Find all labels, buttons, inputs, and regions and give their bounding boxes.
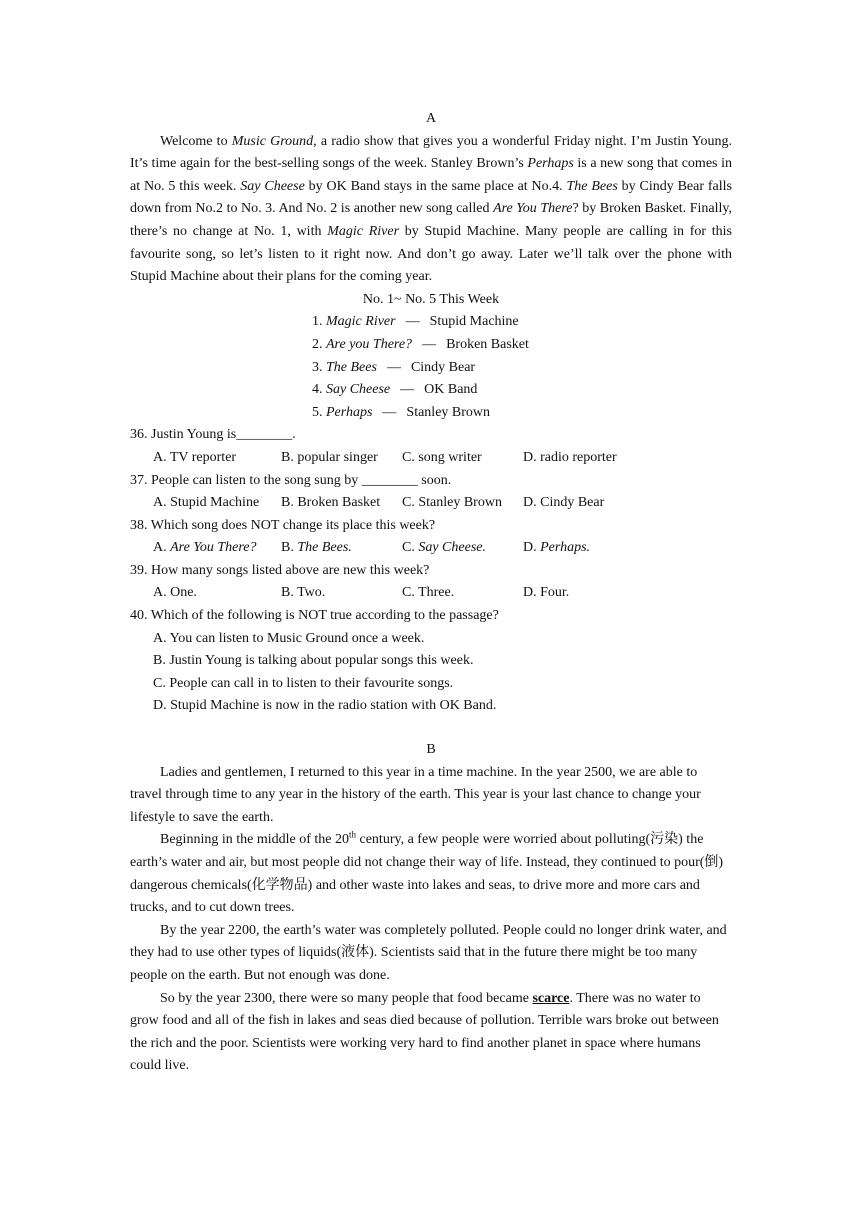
chart-rank: 2. xyxy=(312,336,326,352)
chart-artist: Broken Basket xyxy=(446,336,529,352)
answer-option[interactable] xyxy=(281,537,402,560)
song-title: Perhaps xyxy=(527,156,574,172)
answer-option[interactable]: B. Two. xyxy=(281,585,326,601)
chart-rank: 4. xyxy=(312,382,326,398)
song-title: Are You There xyxy=(493,201,573,217)
option-letter: A. xyxy=(153,540,171,556)
song-title: Say Cheese xyxy=(240,178,305,194)
document-page xyxy=(130,108,732,1078)
passage-text: by Stupid Machine. Many people are calling in for this favourite song, so let’s listen to it right now. And don’t go away. Later we’ll talk over the phone with Stupid Machine about their plans for the coming year. xyxy=(130,223,733,285)
answer-option[interactable] xyxy=(402,537,523,560)
section-b-para-3: By the year 2200, the earth’s water was completely polluted. People could no longer drink water, and they had to use other types of liquids(液体). Scientists said that in the future there might be too many people on the earth. But not enough was done. xyxy=(130,922,727,983)
question-stem: 36. Justin Young is________. xyxy=(130,427,296,443)
song-chart xyxy=(130,289,732,425)
section-b-para-1: Ladies and gentlemen, I returned to this year in a time machine. In the year 2500, we are able to travel through time to any year in the history of the earth. This year is your last chance to change your lifestyle to save the earth. xyxy=(130,764,701,825)
questions-block xyxy=(130,424,732,718)
option-title: The Bees. xyxy=(297,540,352,556)
song-title: The Bees xyxy=(566,178,618,194)
answer-option[interactable]: B. Justin Young is talking about popular songs this week. xyxy=(153,653,474,669)
para-text: So by the year 2300, there were so many people that food became xyxy=(160,990,533,1006)
chart-artist: OK Band xyxy=(424,382,478,398)
chart-rank: 3. xyxy=(312,359,326,375)
chart-dash: — xyxy=(405,314,420,330)
chart-item xyxy=(312,334,860,357)
para-text: . There was no water to grow food and all of the fish in lakes and seas died because of pollution. Terrible wars broke out between the rich and the poor. Scientists were working very hard to find another planet in space where humans could live. xyxy=(130,990,719,1074)
option-title: Perhaps. xyxy=(540,540,591,556)
chart-dash: — xyxy=(400,382,415,398)
show-name: Music Ground xyxy=(231,133,314,149)
section-a-passage xyxy=(130,131,732,289)
option-letter: C. xyxy=(402,540,419,556)
question-stem: 39. How many songs listed above are new this week? xyxy=(130,562,430,578)
answer-option[interactable]: B. Broken Basket xyxy=(281,495,381,511)
chart-item xyxy=(312,357,860,380)
options-row xyxy=(130,492,732,515)
option-title: Are You There? xyxy=(170,540,257,556)
passage-text: is a new song that comes in at No. 5 this week. xyxy=(130,156,732,194)
question-stem: 40. Which of the following is NOT true according to the passage? xyxy=(130,608,499,624)
chart-dash: — xyxy=(386,359,401,375)
passage-text: by Cindy Bear falls down from No.2 to No. 3. And No. 2 is another new song called xyxy=(130,178,732,217)
answer-option[interactable]: A. TV reporter xyxy=(153,449,237,465)
highlighted-word: scarce xyxy=(532,990,570,1006)
answer-option[interactable]: D. radio reporter xyxy=(523,449,617,465)
chart-song: The Bees xyxy=(326,359,377,375)
chart-song: Are you There? xyxy=(326,336,413,352)
options-row xyxy=(130,582,732,605)
answer-option[interactable]: C. People can call in to listen to their favourite songs. xyxy=(153,675,454,691)
option-letter: B. xyxy=(281,540,298,556)
answer-option[interactable]: A. Stupid Machine xyxy=(153,495,260,511)
chart-dash: — xyxy=(382,404,397,420)
answer-option[interactable]: C. Stanley Brown xyxy=(402,495,502,511)
section-b-heading: B xyxy=(426,742,436,758)
passage-text: , a radio show that gives you a wonderful Friday night. I’m Justin Young. It’s time again for the best-selling songs of the week. Stanley Brown’s xyxy=(130,133,732,172)
chart-song: Perhaps xyxy=(326,404,373,420)
song-title: Magic River xyxy=(327,223,400,239)
section-b-para-2 xyxy=(130,829,732,919)
chart-dash: — xyxy=(422,336,437,352)
answer-option[interactable]: A. One. xyxy=(153,585,197,601)
chart-artist: Stupid Machine xyxy=(429,314,519,330)
answer-option[interactable]: A. You can listen to Music Ground once a week. xyxy=(153,630,425,646)
passage-text: Welcome to xyxy=(160,133,232,149)
answer-option[interactable]: D. Stupid Machine is now in the radio station with OK Band. xyxy=(153,698,497,714)
answer-option[interactable]: C. Three. xyxy=(402,585,455,601)
option-title: Say Cheese. xyxy=(418,540,486,556)
option-letter: D. xyxy=(523,540,541,556)
chart-rank: 1. xyxy=(312,314,326,330)
section-b-para-4 xyxy=(130,988,732,1078)
chart-artist: Stanley Brown xyxy=(406,404,491,420)
question-stem: 37. People can listen to the song sung by ________ soon. xyxy=(130,472,452,488)
options-row xyxy=(130,537,732,560)
answer-option[interactable]: C. song writer xyxy=(402,449,482,465)
chart-item xyxy=(312,402,860,425)
chart-song: Magic River xyxy=(326,314,396,330)
answer-option[interactable]: D. Cindy Bear xyxy=(523,495,605,511)
para-text: century, a few people were worried about polluting(污染) the earth’s water and air, but most people did not change their way of life. Instead, they continued to pour(倒) dangerous chemicals(化学物品) and other waste into lakes and seas, to drive more and more cars and trucks, and to cut down trees. xyxy=(130,832,724,916)
chart-title: No. 1~ No. 5 This Week xyxy=(362,291,500,307)
para-text: Beginning in the middle of the 20 xyxy=(160,832,349,848)
passage-text: ? by Broken Basket. Finally, there’s no change at No. 1, with xyxy=(130,201,732,239)
answer-option[interactable]: B. popular singer xyxy=(281,449,378,465)
answer-option[interactable]: D. Four. xyxy=(523,585,570,601)
options-row xyxy=(130,447,732,470)
question-stem: 38. Which song does NOT change its place this week? xyxy=(130,517,436,533)
chart-rank: 5. xyxy=(312,404,326,420)
passage-text: by OK Band stays in the same place at No.4. xyxy=(304,178,567,194)
chart-item xyxy=(312,379,860,402)
chart-artist: Cindy Bear xyxy=(410,359,476,375)
superscript: th xyxy=(348,829,356,840)
section-a-heading: A xyxy=(425,111,437,126)
chart-list xyxy=(312,311,860,424)
chart-song: Say Cheese xyxy=(326,382,391,398)
answer-option[interactable] xyxy=(523,537,643,560)
chart-item xyxy=(312,311,860,334)
answer-option[interactable] xyxy=(153,537,281,560)
